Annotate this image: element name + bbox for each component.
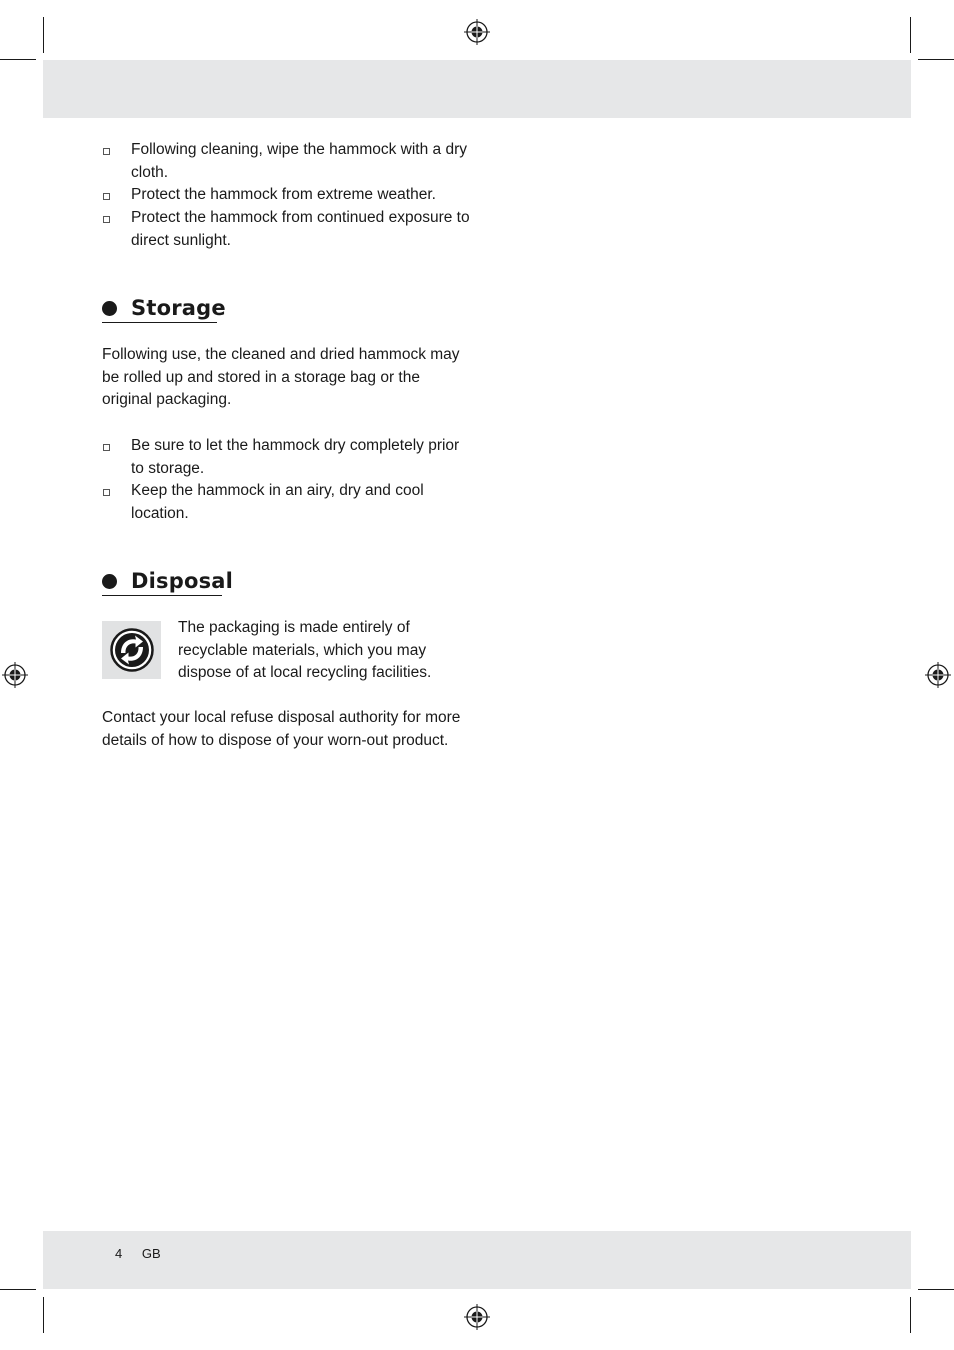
crop-mark [918,1289,954,1290]
bullet-dot-icon [102,301,117,316]
crop-mark [910,1297,911,1333]
care-section [102,139,472,253]
page-number: 4 [115,1246,123,1261]
disposal-heading-text: Disposal [131,569,234,593]
registration-mark-icon [925,662,951,688]
bullet-dot-icon [102,574,117,589]
list-item: Be sure to let the hammock dry completely prior to storage. [102,435,472,480]
disposal-heading [102,568,233,594]
registration-mark-icon [464,1304,490,1330]
list-item: Protect the hammock from continued exposure to direct sunlight. [102,207,472,252]
storage-heading-text: Storage [131,296,226,320]
storage-bullets-section [102,435,472,526]
storage-bullet-list [102,435,472,526]
recycling-icon [110,628,154,672]
list-item: Keep the hammock in an airy, dry and cool location. [102,480,472,525]
storage-heading [102,295,226,321]
heading-underline [102,322,217,323]
storage-intro: Following use, the cleaned and dried hammock may be rolled up and stored in a storage bag or the original packaging. [102,346,460,409]
list-item: Protect the hammock from extreme weather. [102,184,472,207]
care-bullet-list [102,139,472,253]
registration-mark-icon [464,19,490,45]
crop-mark [0,1289,36,1290]
language-code: GB [141,1246,161,1261]
packaging-text: The packaging is made entirely of recyclable materials, which you may dispose of at local recycling facilities. [178,619,432,682]
checkbox-square-icon [103,444,110,451]
heading-underline [102,595,222,596]
checkbox-square-icon [103,489,110,496]
crop-mark [43,17,44,53]
page-footer [115,1245,161,1263]
crop-mark [918,59,954,60]
crop-mark [910,17,911,53]
recycling-icon [102,621,161,679]
crop-mark [43,1297,44,1333]
footer-band [43,1231,911,1289]
contact-text: Contact your local refuse disposal authority for more details of how to dispose of your worn-out product. [102,709,461,749]
registration-mark-icon [2,662,28,688]
checkbox-square-icon [103,216,110,223]
checkbox-square-icon [103,148,110,155]
list-item: Following cleaning, wipe the hammock with a dry cloth. [102,139,472,184]
checkbox-square-icon [103,193,110,200]
header-band [43,60,911,118]
crop-mark [0,59,36,60]
